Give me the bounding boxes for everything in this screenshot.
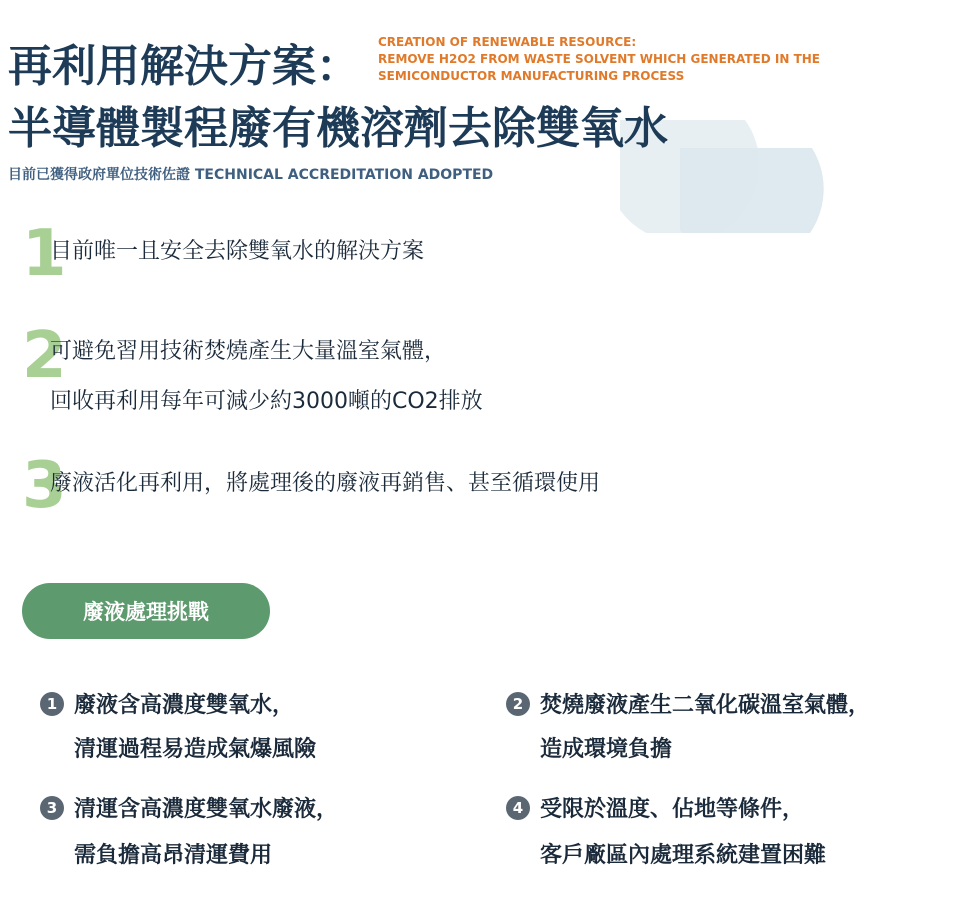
feature-line: 可避免習用技術焚燒產生大量溫室氣體， — [50, 339, 447, 364]
challenge-line: 受限於溫度、佔地等條件， — [540, 797, 805, 822]
challenges-section-label: 廢液處理挑戰 — [22, 583, 270, 639]
english-subtitle-line: REMOVE H2O2 FROM WASTE SOLVENT WHICH GENERATED IN THE — [378, 52, 821, 66]
challenge-line: 清運過程易造成氣爆風險 — [74, 737, 317, 762]
feature-number: 1 — [22, 217, 67, 291]
feature-line: 目前唯一且安全去除雙氧水的解決方案 — [50, 239, 425, 264]
challenge-line: 客戶廠區內處理系統建置困難 — [540, 843, 827, 868]
challenge-line: 清運含高濃度雙氧水廢液， — [74, 797, 339, 822]
feature-line: 回收再利用每年可減少約3000噸的CO2排放 — [50, 389, 483, 414]
challenge-number-badge: 2 — [506, 692, 530, 716]
challenge-number-badge: 1 — [40, 692, 64, 716]
challenge-number-badge: 4 — [506, 796, 530, 820]
challenge-line: 需負擔高昂清運費用 — [74, 843, 273, 868]
page-title-line-1: 再利用解決方案： — [8, 41, 360, 92]
challenge-line: 造成環境負擔 — [540, 737, 673, 762]
feature-line: 廢液活化再利用，將處理後的廢液再銷售、甚至循環使用 — [50, 471, 601, 496]
english-subtitle-line: CREATION OF RENEWABLE RESOURCE: — [378, 35, 637, 49]
challenge-line: 廢液含高濃度雙氧水， — [74, 693, 295, 718]
english-subtitle-line: SEMICONDUCTOR MANUFACTURING PROCESS — [378, 69, 685, 83]
challenge-number-badge: 3 — [40, 796, 64, 820]
page-title-line-2: 半導體製程廢有機溶劑去除雙氧水 — [8, 103, 668, 154]
feature-number: 3 — [22, 449, 67, 523]
feature-number: 2 — [22, 319, 67, 393]
accreditation-text: 目前已獲得政府單位技術佐證 TECHNICAL ACCREDITATION ADOPTED — [8, 167, 494, 183]
challenge-line: 焚燒廢液產生二氧化碳溫室氣體， — [540, 693, 871, 718]
english-subtitle — [378, 34, 820, 85]
